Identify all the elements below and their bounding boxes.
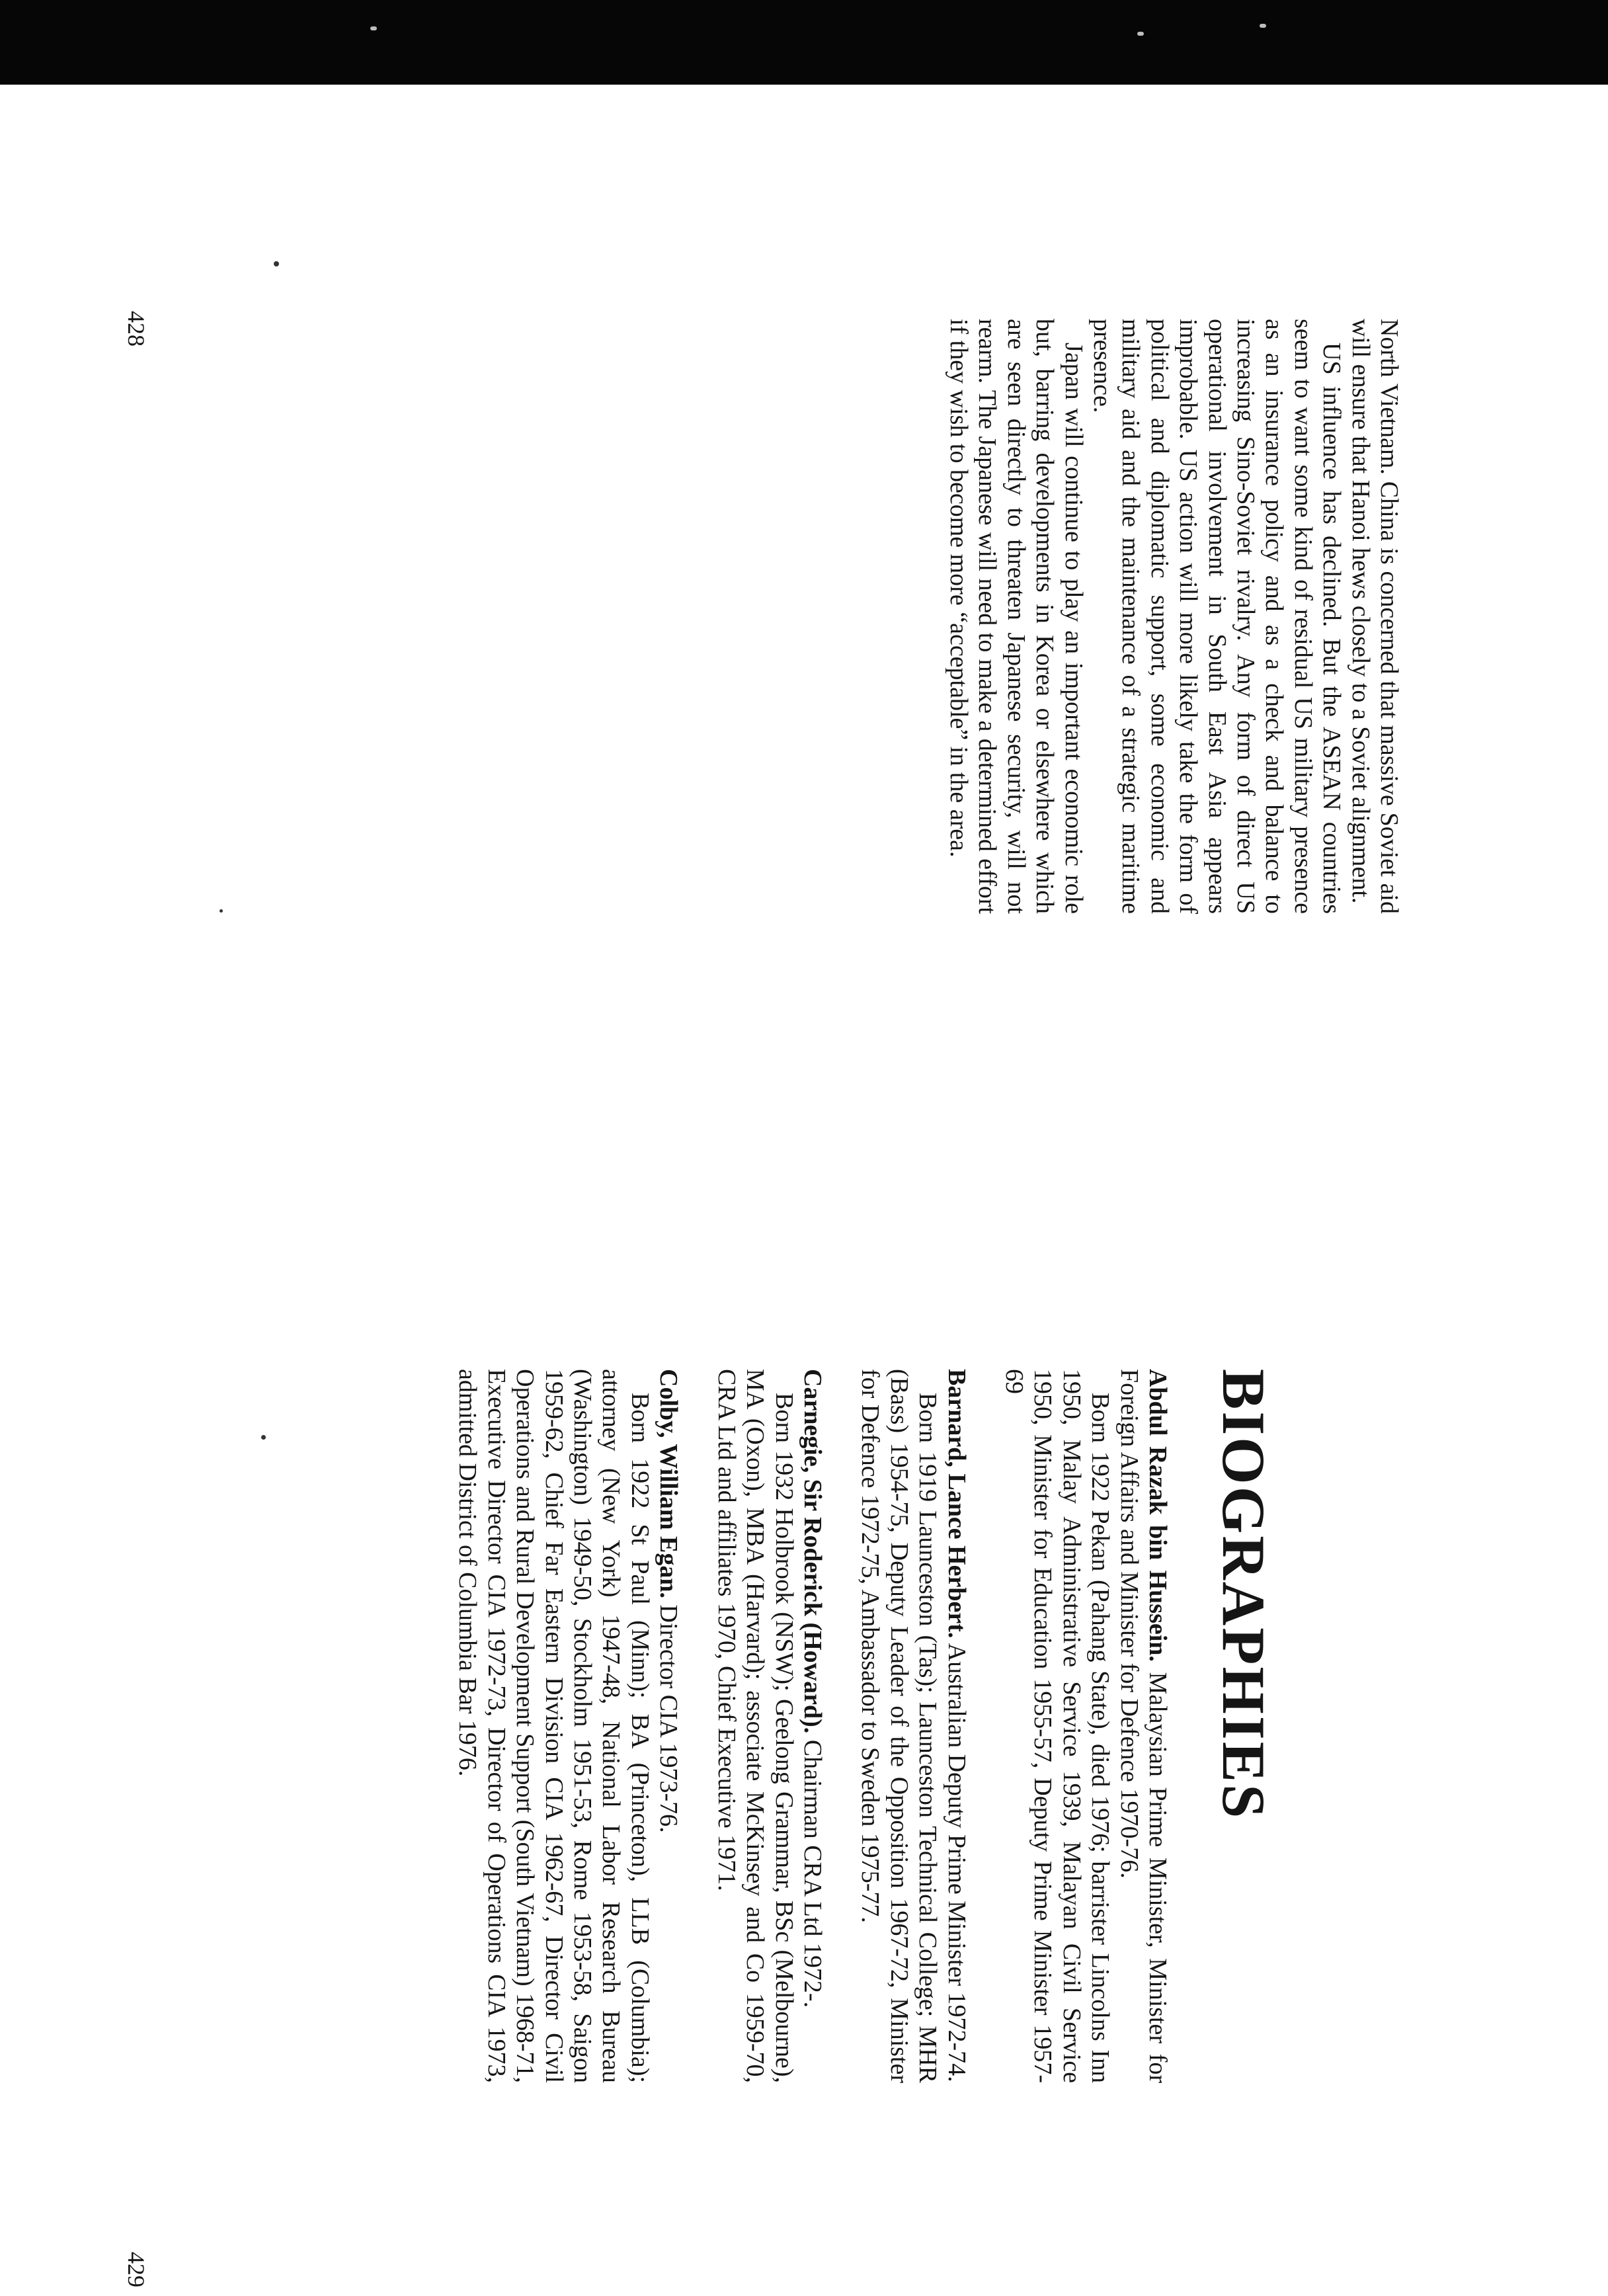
- bio-body: Born 1919 Launceston (Tas); Launceston Technical College; MHR (Bass) 1954-75, Deputy Leader of the Opposition 1967-72, Minister for Defence 1972-75, Ambassador to Sweden 1975-77.: [856, 1369, 942, 2083]
- bio-body: Born 1922 St Paul (Minn); BA (Princeton), LLB (Columbia); attorney (New York) 1947-48, National Labor Research Bureau (Washington) 1949-50, Stockholm 1951-53, Rome 1953-58, Saigon 1959-62, Chief Far Eastern Division CIA 1962-67, Director Civil Operations and Rural Development Support (South Vietnam) 1968-71, Executive Director CIA 1972-73, Director of Operations CIA 1973, admitted District of Columbia Bar 1976.: [454, 1369, 654, 2083]
- paragraph: Japan will continue to play an important economic role but, barring developments in Korea or elsewhere which are seen directly to threaten Japanese security, will not rearm. The Japanese will need to make a determined effort if they wish to become more “acceptable” in the area.: [944, 319, 1088, 914]
- bio-name: Barnard, Lance Herbert.: [942, 1369, 971, 1639]
- biographies-list: [424, 1369, 1172, 2083]
- bio-name: Carnegie, Sir Roderick (Howard).: [798, 1369, 826, 1734]
- page-number-right: 429: [123, 2252, 149, 2287]
- bio-name: Abdul Razak bin Hussein.: [1144, 1369, 1172, 1662]
- bio-body: Born 1932 Holbrook (NSW); Geelong Grammar, BSc (Melbourne), MA (Oxon), MBA (Harvard); associate McKinsey and Co 1959-70, CRA Ltd and affiliates 1970, Chief Executive 1971.: [712, 1369, 798, 2083]
- bio-entry: [1000, 1369, 1172, 2083]
- bio-entry: [856, 1369, 971, 2083]
- bio-name: Colby, William Egan.: [655, 1369, 683, 1599]
- scan-speck: [261, 1435, 266, 1440]
- paragraph: North Vietnam. China is concerned that massive Soviet aid will ensure that Hanoi hews closely to a Soviet alignment.: [1346, 319, 1403, 914]
- bio-body: Born 1922 Pekan (Pahang State), died 1976; barrister Lincolns Inn 1950, Malay Administrative Service 1939, Malayan Civil Service 1950, Minister for Education 1955-57, Deputy Prime Minister 1957-69: [1000, 1369, 1115, 2083]
- bio-entry: [711, 1369, 826, 2083]
- bio-title: Australian Deputy Prime Minister 1972-74.: [942, 1643, 971, 2082]
- paragraph: US influence has declined. But the ASEAN countries seem to want some kind of residual US military presence as an insurance policy and as a check and balance to increasing Sino-Soviet rivalry. Any form of direct US operational involvement in South East Asia appears improbable. US action will more likely take the form of political and diplomatic support, some economic and military aid and the maintenance of a strategic maritime presence.: [1088, 319, 1346, 914]
- scan-speck: [220, 909, 223, 913]
- bio-title: Malaysian Prime Minister, Minister for Foreign Affairs and Minister for Defence 1970-76.: [1115, 1369, 1172, 2084]
- scan-speck: [274, 261, 279, 266]
- page-heading: BIOGRAPHIES: [1210, 1369, 1277, 1821]
- page-number-left: 428: [123, 311, 149, 347]
- bio-title: Chairman CRA Ltd 1972-.: [798, 1739, 826, 2008]
- left-page-text: [944, 319, 1404, 914]
- bio-entry: [453, 1369, 682, 2083]
- bio-title: Director CIA 1973-76.: [655, 1604, 683, 1833]
